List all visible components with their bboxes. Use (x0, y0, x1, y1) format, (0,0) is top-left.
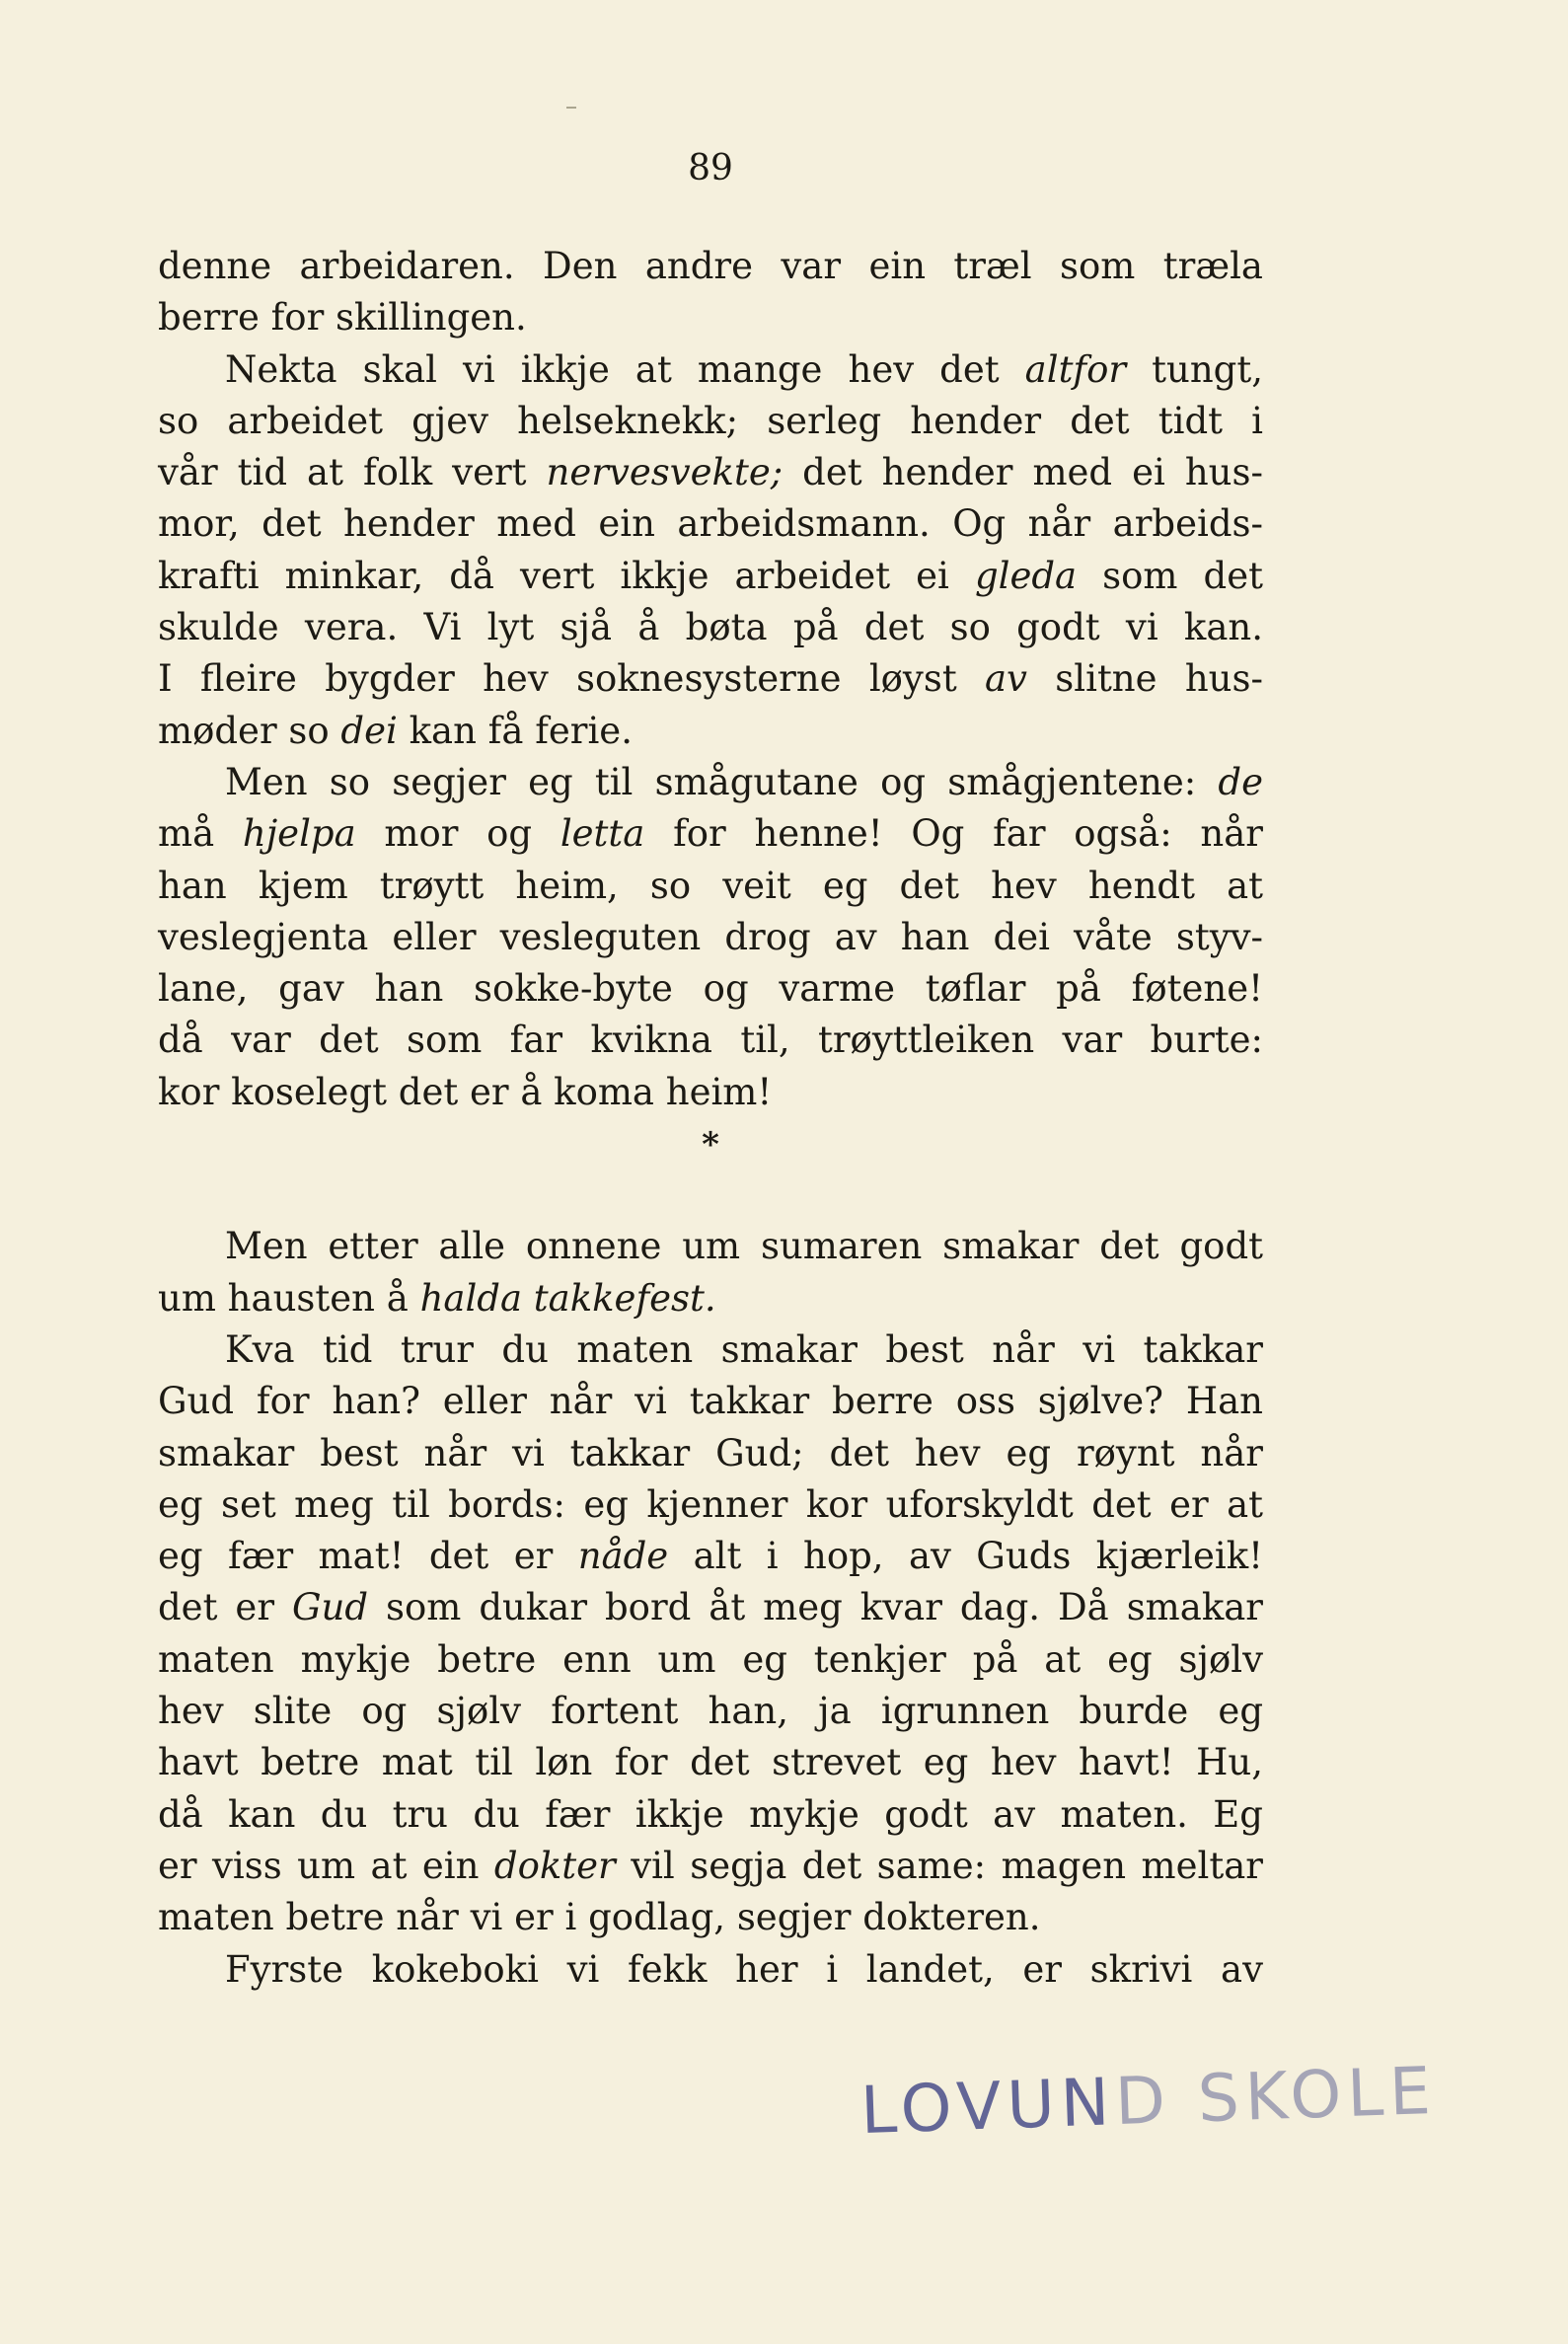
body-text (158, 241, 1263, 1996)
text-line (158, 241, 1263, 292)
text-segment: smakar best når vi takkar Gud; det hev eg røynt når (158, 1431, 1263, 1474)
text-segment: kan få ferie. (397, 709, 633, 752)
text-segment: då kan du tru du fær ikkje mykje godt av maten. Eg (158, 1792, 1263, 1836)
italic-text: hjelpa (242, 812, 356, 856)
text-segment: eg fær mat! det er (158, 1535, 578, 1578)
text-line (158, 808, 1263, 860)
text-line (158, 447, 1263, 498)
text-line (158, 706, 1263, 757)
text-segment: krafti minkar, då vert ikkje arbeidet ei (158, 554, 975, 597)
text-line (158, 1324, 1263, 1376)
text-segment: som dukar bord åt meg kvar dag. Då smakar (368, 1586, 1263, 1629)
italic-text: letta (560, 812, 645, 856)
text-segment: tungt, (1126, 347, 1263, 391)
text-segment: mor, det hender med ein arbeidsmann. Og når arbeids- (158, 502, 1263, 546)
text-line (158, 602, 1263, 653)
text-line (158, 1841, 1263, 1892)
text-line (158, 1067, 1263, 1118)
text-segment: Kva tid trur du maten smakar best når vi takkar (225, 1327, 1263, 1371)
text-segment: møder so (158, 709, 341, 752)
text-segment: Fyrste kokeboki vi fekk her i landet, er skrivi av (225, 1947, 1263, 1991)
text-segment: for henne! Og far også: når (644, 812, 1263, 856)
text-line (158, 1015, 1263, 1066)
text-segment: må (158, 812, 243, 856)
text-line (158, 498, 1263, 550)
italic-text: nervesvekte; (546, 451, 784, 494)
text-segment: vår tid at folk vert (158, 451, 547, 494)
text-line (158, 963, 1263, 1015)
text-segment: det hender med ei hus- (783, 451, 1263, 494)
text-line (158, 1479, 1263, 1531)
italic-text: altfor (1024, 347, 1127, 391)
italic-text: Gud (291, 1586, 369, 1629)
text-segment: I fleire bygder hev soknesysterne løyst (158, 657, 985, 701)
text-segment: vil segja det same: magen meltar (615, 1844, 1263, 1887)
text-segment: Nekta skal vi ikkje at mange hev det (225, 347, 1025, 391)
text-line (158, 1789, 1263, 1841)
italic-text: halda takkefest. (419, 1276, 716, 1320)
text-line (158, 396, 1263, 447)
section-separator (158, 1118, 1263, 1170)
text-segment: denne arbeidaren. Den andre var ein træl som træla (158, 245, 1263, 287)
text-line (158, 1634, 1263, 1686)
text-segment: so arbeidet gjev helseknekk; serleg hender det tidt i (158, 399, 1263, 442)
italic-text: nåde (577, 1535, 669, 1578)
print-mark (566, 107, 576, 109)
italic-text: dei (340, 709, 398, 752)
section-gap (158, 1170, 1263, 1221)
italic-text: de (1218, 760, 1263, 803)
stamp-text-faint: D SKOLE (1113, 2052, 1439, 2141)
text-segment: Men so segjer eg til smågutane og smågjentene: (225, 760, 1219, 803)
italic-text: av (985, 657, 1027, 701)
text-line (158, 551, 1263, 602)
text-line (158, 1273, 1263, 1324)
text-segment: kor koselegt det er å koma heim! (158, 1070, 773, 1113)
text-segment: er viss um at ein (158, 1844, 494, 1887)
text-line (158, 1944, 1263, 1996)
library-stamp (859, 2053, 1438, 2149)
text-line (158, 344, 1263, 396)
text-segment: maten betre når vi er i godlag, segjer dokteren. (158, 1896, 1041, 1939)
text-line (158, 912, 1263, 963)
text-segment: berre for skillingen. (158, 296, 527, 340)
text-segment: alt i hop, av Guds kjærleik! (668, 1535, 1263, 1578)
text-segment: eg set meg til bords: eg kjenner kor uforskyldt det er at (158, 1482, 1263, 1526)
text-segment: då var det som far kvikna til, trøyttleiken var burte: (158, 1019, 1263, 1062)
text-line (158, 1892, 1263, 1943)
text-segment: Gud for han? eller når vi takkar berre oss sjølve? Han (158, 1380, 1263, 1423)
text-segment: Men etter alle onnene um sumaren smakar det godt (225, 1225, 1263, 1268)
text-line (158, 1582, 1263, 1633)
text-line (158, 1376, 1263, 1427)
text-segment: skulde vera. Vi lyt sjå å bøta på det so godt vi kan. (158, 606, 1263, 649)
text-segment: hev slite og sjølv fortent han, ja igrunnen burde eg (158, 1690, 1263, 1733)
text-segment: lane, gav han sokke-byte og varme tøflar på føtene! (158, 967, 1263, 1011)
text-segment: veslegjenta eller vesleguten drog av han dei våte styv- (158, 915, 1263, 958)
text-segment: mor og (355, 812, 560, 856)
text-line (158, 1686, 1263, 1737)
text-line (158, 292, 1263, 343)
text-line (158, 1221, 1263, 1272)
stamp-text-strong: LOVUN (859, 2064, 1117, 2150)
text-segment: det er (158, 1586, 292, 1629)
asterisk-mark: * (702, 1125, 719, 1166)
italic-text: gleda (974, 554, 1078, 597)
text-segment: um hausten å (158, 1276, 420, 1320)
text-segment: som det (1077, 554, 1263, 597)
text-line (158, 1737, 1263, 1788)
text-line (158, 653, 1263, 705)
text-segment: han kjem trøytt heim, so veit eg det hev hendt at (158, 864, 1263, 907)
text-segment: maten mykje betre enn um eg tenkjer på at eg sjølv (158, 1637, 1263, 1681)
page-number: 89 (688, 148, 733, 189)
text-line (158, 757, 1263, 808)
text-line (158, 861, 1263, 912)
text-line (158, 1428, 1263, 1479)
italic-text: dokter (493, 1844, 616, 1887)
text-segment: slitne hus- (1026, 657, 1263, 701)
text-line (158, 1531, 1263, 1582)
text-segment: havt betre mat til løn for det strevet eg hev havt! Hu, (158, 1741, 1263, 1784)
